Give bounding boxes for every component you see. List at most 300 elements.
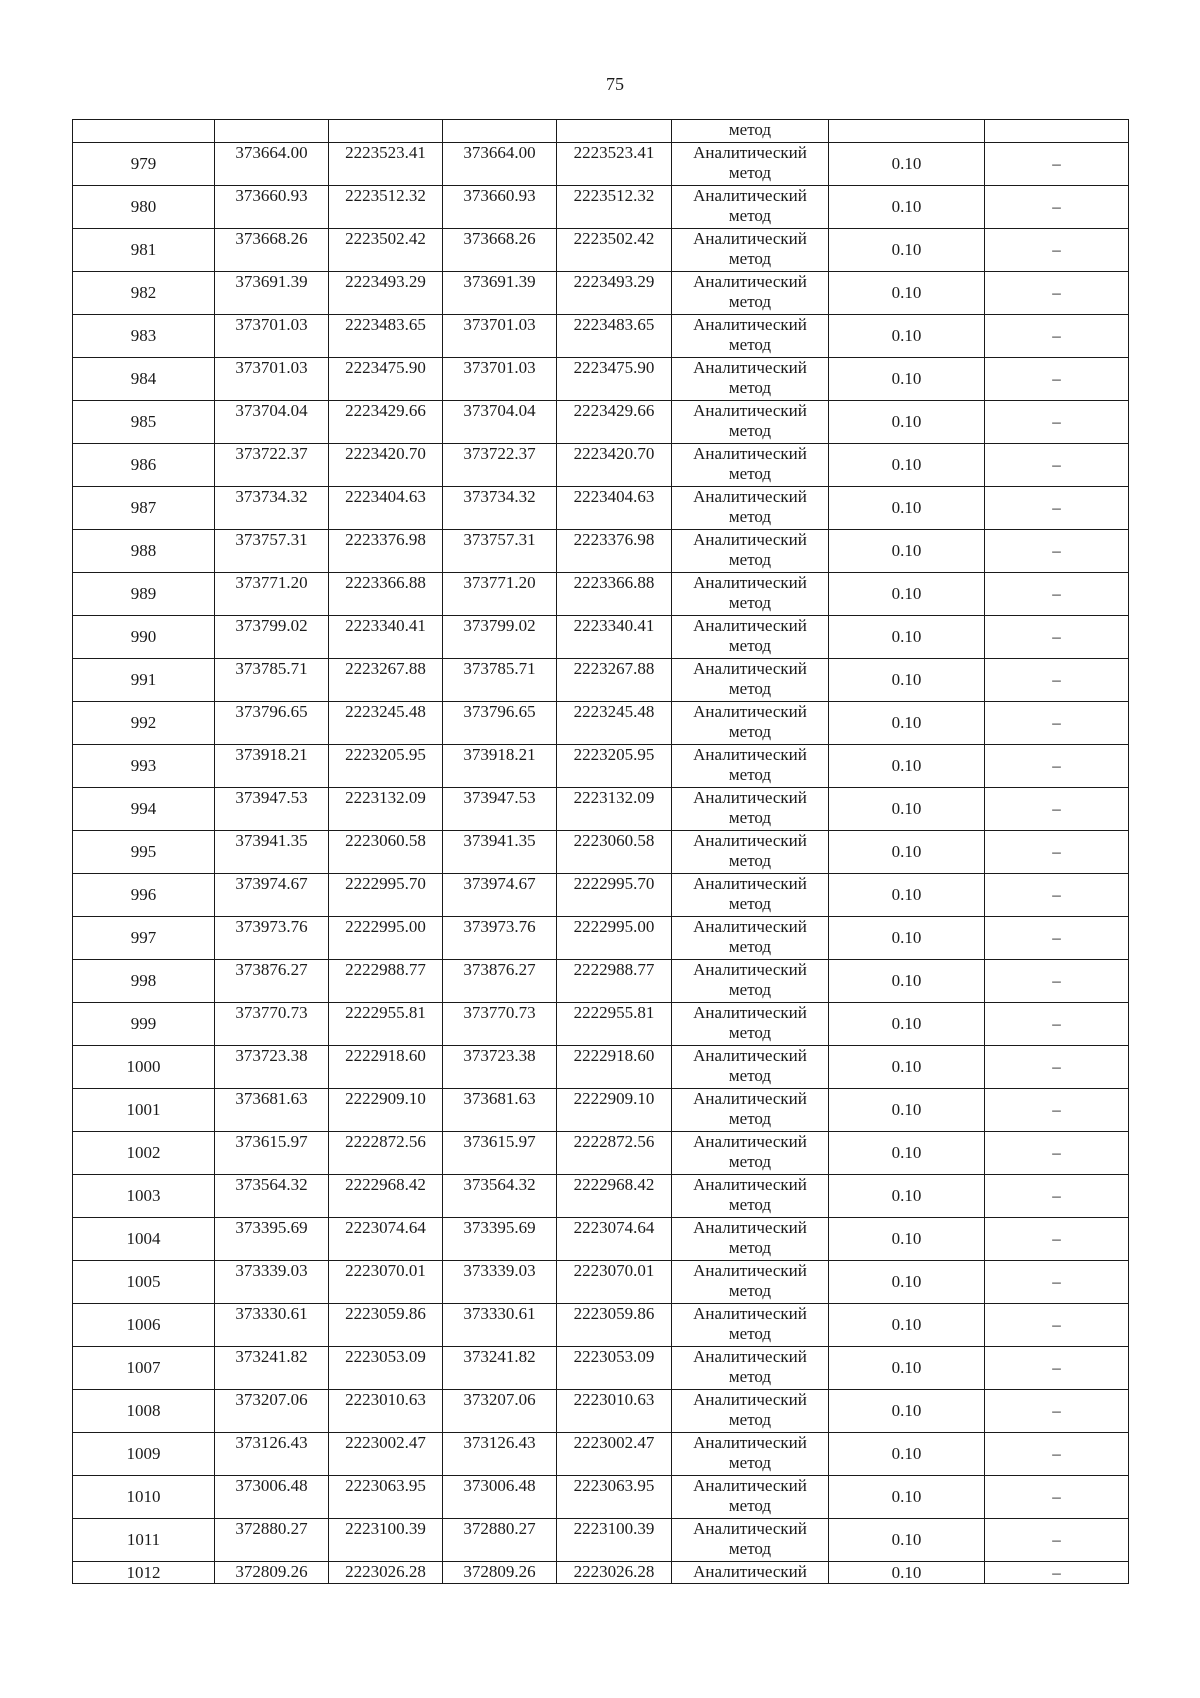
method-line: Аналитический	[693, 1175, 807, 1194]
cell-empty	[829, 120, 985, 143]
page-number: 75	[606, 74, 624, 94]
cell-y-coordinate: 2223245.48	[557, 702, 672, 745]
cell-point-number: 991	[73, 659, 215, 702]
cell-note: –	[985, 1003, 1129, 1046]
cell-point-number: 1002	[73, 1132, 215, 1175]
cell-accuracy: 0.10	[829, 616, 985, 659]
cell-method	[672, 1132, 829, 1175]
table-row	[73, 530, 1129, 573]
table-row	[73, 1175, 1129, 1218]
method-line: метод	[728, 1195, 772, 1214]
cell-method	[672, 1347, 829, 1390]
cell-x-coordinate: 373723.38	[443, 1046, 557, 1089]
cell-x-coordinate: 373668.26	[215, 229, 329, 272]
cell-note: –	[985, 573, 1129, 616]
cell-empty	[73, 120, 215, 143]
table-row	[73, 659, 1129, 702]
cell-note: –	[985, 487, 1129, 530]
cell-accuracy: 0.10	[829, 917, 985, 960]
cell-point-number: 1001	[73, 1089, 215, 1132]
cell-method	[672, 1218, 829, 1261]
cell-y-coordinate: 2223026.28	[329, 1562, 443, 1584]
cell-y-coordinate: 2223070.01	[329, 1261, 443, 1304]
cell-x-coordinate: 373701.03	[215, 358, 329, 401]
cell-y-coordinate: 2223366.88	[329, 573, 443, 616]
cell-x-coordinate: 373947.53	[443, 788, 557, 831]
cell-note: –	[985, 444, 1129, 487]
cell-empty	[215, 120, 329, 143]
cell-x-coordinate: 373701.03	[443, 358, 557, 401]
cell-method	[672, 1476, 829, 1519]
cell-note: –	[985, 874, 1129, 917]
cell-y-coordinate: 2223475.90	[329, 358, 443, 401]
cell-y-coordinate: 2223429.66	[329, 401, 443, 444]
cell-point-number: 1005	[73, 1261, 215, 1304]
coordinates-table	[72, 119, 1129, 1584]
cell-y-coordinate: 2223205.95	[329, 745, 443, 788]
cell-accuracy: 0.10	[829, 1261, 985, 1304]
cell-method	[672, 788, 829, 831]
cell-note: –	[985, 229, 1129, 272]
cell-note: –	[985, 315, 1129, 358]
cell-note: –	[985, 960, 1129, 1003]
method-line: метод	[728, 1367, 772, 1386]
table-row	[73, 358, 1129, 401]
table-row	[73, 272, 1129, 315]
cell-x-coordinate: 373339.03	[215, 1261, 329, 1304]
cell-accuracy: 0.10	[829, 315, 985, 358]
cell-method	[672, 186, 829, 229]
cell-x-coordinate: 372880.27	[443, 1519, 557, 1562]
cell-accuracy: 0.10	[829, 1519, 985, 1562]
method-line: Аналитический	[693, 831, 807, 850]
cell-x-coordinate: 373681.63	[443, 1089, 557, 1132]
cell-note: –	[985, 1089, 1129, 1132]
cell-method	[672, 358, 829, 401]
cell-y-coordinate: 2223483.65	[329, 315, 443, 358]
cell-method	[672, 874, 829, 917]
method-line: метод	[728, 1109, 772, 1128]
method-line: Аналитический	[693, 874, 807, 893]
cell-method	[672, 229, 829, 272]
cell-y-coordinate: 2223420.70	[557, 444, 672, 487]
cell-method: Аналитический	[672, 1562, 829, 1584]
cell-x-coordinate: 373771.20	[215, 573, 329, 616]
cell-accuracy: 0.10	[829, 702, 985, 745]
method-line: метод	[728, 636, 772, 655]
cell-method	[672, 1046, 829, 1089]
cell-x-coordinate: 373126.43	[443, 1433, 557, 1476]
cell-method	[672, 1390, 829, 1433]
method-line: метод	[728, 507, 772, 526]
method-line: Аналитический	[693, 1476, 807, 1495]
table-row	[73, 444, 1129, 487]
method-line: метод	[728, 1410, 772, 1429]
cell-x-coordinate: 373771.20	[443, 573, 557, 616]
method-line: Аналитический	[693, 186, 807, 205]
method-line: Аналитический	[693, 1304, 807, 1323]
cell-x-coordinate: 373006.48	[215, 1476, 329, 1519]
cell-note: –	[985, 788, 1129, 831]
cell-method	[672, 487, 829, 530]
cell-y-coordinate: 2223245.48	[329, 702, 443, 745]
method-line: Аналитический	[693, 487, 807, 506]
cell-y-coordinate: 2223267.88	[329, 659, 443, 702]
cell-note: –	[985, 831, 1129, 874]
cell-method	[672, 1433, 829, 1476]
table-row	[73, 702, 1129, 745]
cell-y-coordinate: 2223366.88	[557, 573, 672, 616]
table-row	[73, 186, 1129, 229]
cell-y-coordinate: 2223132.09	[329, 788, 443, 831]
cell-x-coordinate: 373241.82	[215, 1347, 329, 1390]
method-line: метод	[728, 894, 772, 913]
cell-accuracy: 0.10	[829, 573, 985, 616]
table-row	[73, 745, 1129, 788]
table-row	[73, 315, 1129, 358]
cell-method	[672, 616, 829, 659]
cell-note: –	[985, 530, 1129, 573]
cell-x-coordinate: 373973.76	[215, 917, 329, 960]
cell-accuracy: 0.10	[829, 229, 985, 272]
cell-method	[672, 1261, 829, 1304]
cell-x-coordinate: 372809.26	[443, 1562, 557, 1584]
method-line: метод	[728, 851, 772, 870]
cell-note: –	[985, 659, 1129, 702]
cell-x-coordinate: 373615.97	[443, 1132, 557, 1175]
method-line: Аналитический	[693, 1003, 807, 1022]
cell-point-number: 983	[73, 315, 215, 358]
cell-accuracy: 0.10	[829, 487, 985, 530]
cell-method	[672, 1003, 829, 1046]
cell-accuracy: 0.10	[829, 1476, 985, 1519]
cell-point-number: 996	[73, 874, 215, 917]
cell-x-coordinate: 373681.63	[215, 1089, 329, 1132]
cell-x-coordinate: 373701.03	[215, 315, 329, 358]
cell-x-coordinate: 373330.61	[215, 1304, 329, 1347]
cell-accuracy: 0.10	[829, 444, 985, 487]
cell-method	[672, 1519, 829, 1562]
cell-point-number: 1009	[73, 1433, 215, 1476]
cell-point-number: 1006	[73, 1304, 215, 1347]
method-line: метод	[728, 1453, 772, 1472]
method-line: Аналитический	[693, 788, 807, 807]
cell-point-number: 995	[73, 831, 215, 874]
table-row	[73, 616, 1129, 659]
cell-y-coordinate: 2223376.98	[557, 530, 672, 573]
cell-x-coordinate: 373757.31	[215, 530, 329, 573]
cell-note: –	[985, 1304, 1129, 1347]
cell-x-coordinate: 373615.97	[215, 1132, 329, 1175]
cell-accuracy: 0.10	[829, 788, 985, 831]
cell-y-coordinate: 2223512.32	[557, 186, 672, 229]
cell-y-coordinate: 2223059.86	[329, 1304, 443, 1347]
table-row	[73, 1261, 1129, 1304]
cell-point-number: 998	[73, 960, 215, 1003]
cell-y-coordinate: 2222909.10	[557, 1089, 672, 1132]
method-line: метод	[728, 1496, 772, 1515]
cell-point-number: 986	[73, 444, 215, 487]
method-line: метод	[728, 980, 772, 999]
method-line: Аналитический	[693, 1132, 807, 1151]
method-line: Аналитический	[693, 1519, 807, 1538]
cell-y-coordinate: 2223493.29	[329, 272, 443, 315]
cell-x-coordinate: 373723.38	[215, 1046, 329, 1089]
table-row	[73, 229, 1129, 272]
cell-method	[672, 1175, 829, 1218]
cell-y-coordinate: 2223205.95	[557, 745, 672, 788]
cell-y-coordinate: 2223404.63	[557, 487, 672, 530]
cell-accuracy: 0.10	[829, 1089, 985, 1132]
cell-x-coordinate: 373974.67	[215, 874, 329, 917]
cell-y-coordinate: 2222872.56	[329, 1132, 443, 1175]
cell-point-number: 988	[73, 530, 215, 573]
cell-x-coordinate: 373241.82	[443, 1347, 557, 1390]
cell-method-continued: метод	[672, 120, 829, 143]
cell-x-coordinate: 373734.32	[443, 487, 557, 530]
cell-note: –	[985, 272, 1129, 315]
table-row-continued	[73, 120, 1129, 143]
method-line: Аналитический	[693, 573, 807, 592]
cell-x-coordinate: 373668.26	[443, 229, 557, 272]
cell-note: –	[985, 1132, 1129, 1175]
cell-x-coordinate: 373704.04	[443, 401, 557, 444]
cell-note: –	[985, 186, 1129, 229]
cell-y-coordinate: 2223502.42	[557, 229, 672, 272]
table-row	[73, 1476, 1129, 1519]
cell-y-coordinate: 2223100.39	[329, 1519, 443, 1562]
table-row	[73, 960, 1129, 1003]
method-line: Аналитический	[693, 1433, 807, 1452]
method-line: метод	[728, 335, 772, 354]
cell-y-coordinate: 2223100.39	[557, 1519, 672, 1562]
cell-y-coordinate: 2222968.42	[557, 1175, 672, 1218]
cell-y-coordinate: 2222995.70	[557, 874, 672, 917]
cell-point-number: 993	[73, 745, 215, 788]
cell-y-coordinate: 2223420.70	[329, 444, 443, 487]
table-row	[73, 1304, 1129, 1347]
cell-method	[672, 1304, 829, 1347]
table-row	[73, 874, 1129, 917]
cell-note: –	[985, 358, 1129, 401]
cell-y-coordinate: 2223070.01	[557, 1261, 672, 1304]
table-row	[73, 1218, 1129, 1261]
cell-note: –	[985, 745, 1129, 788]
cell-point-number: 1011	[73, 1519, 215, 1562]
cell-note: –	[985, 1175, 1129, 1218]
cell-x-coordinate: 373799.02	[215, 616, 329, 659]
cell-accuracy: 0.10	[829, 745, 985, 788]
method-line: Аналитический	[693, 917, 807, 936]
cell-y-coordinate: 2222988.77	[329, 960, 443, 1003]
cell-point-number: 999	[73, 1003, 215, 1046]
method-line: метод	[728, 808, 772, 827]
cell-x-coordinate: 373974.67	[443, 874, 557, 917]
cell-x-coordinate: 373704.04	[215, 401, 329, 444]
cell-point-number: 1004	[73, 1218, 215, 1261]
table-body	[73, 120, 1129, 1584]
cell-x-coordinate: 373722.37	[215, 444, 329, 487]
method-line: Аналитический	[693, 960, 807, 979]
cell-x-coordinate: 373660.93	[215, 186, 329, 229]
cell-method	[672, 745, 829, 788]
cell-x-coordinate: 373941.35	[215, 831, 329, 874]
cell-empty	[443, 120, 557, 143]
cell-accuracy: 0.10	[829, 1046, 985, 1089]
method-line: метод	[728, 593, 772, 612]
cell-y-coordinate: 2223060.58	[557, 831, 672, 874]
cell-point-number: 987	[73, 487, 215, 530]
method-line: метод	[728, 292, 772, 311]
cell-accuracy: 0.10	[829, 186, 985, 229]
cell-method	[672, 1089, 829, 1132]
cell-y-coordinate: 2222995.00	[557, 917, 672, 960]
table-row	[73, 1519, 1129, 1562]
cell-y-coordinate: 2223340.41	[329, 616, 443, 659]
cell-y-coordinate: 2223010.63	[329, 1390, 443, 1433]
cell-note: –	[985, 1261, 1129, 1304]
method-line: метод	[728, 937, 772, 956]
cell-point-number: 1007	[73, 1347, 215, 1390]
method-line: метод	[728, 1281, 772, 1300]
cell-accuracy: 0.10	[829, 143, 985, 186]
cell-point-number: 1000	[73, 1046, 215, 1089]
method-line: Аналитический	[693, 272, 807, 291]
cell-point-number: 1008	[73, 1390, 215, 1433]
cell-x-coordinate: 373941.35	[443, 831, 557, 874]
cell-x-coordinate: 373395.69	[443, 1218, 557, 1261]
table-row	[73, 831, 1129, 874]
cell-y-coordinate: 2223063.95	[557, 1476, 672, 1519]
cell-x-coordinate: 373330.61	[443, 1304, 557, 1347]
cell-y-coordinate: 2222995.70	[329, 874, 443, 917]
cell-x-coordinate: 373734.32	[215, 487, 329, 530]
cell-y-coordinate: 2222955.81	[557, 1003, 672, 1046]
cell-accuracy: 0.10	[829, 1562, 985, 1584]
method-line: Аналитический	[693, 1390, 807, 1409]
cell-y-coordinate: 2223074.64	[329, 1218, 443, 1261]
method-line: Аналитический	[693, 358, 807, 377]
cell-x-coordinate: 373126.43	[215, 1433, 329, 1476]
cell-point-number: 984	[73, 358, 215, 401]
cell-point-number: 1012	[73, 1562, 215, 1584]
cell-x-coordinate: 373564.32	[443, 1175, 557, 1218]
method-line: Аналитический	[693, 1046, 807, 1065]
cell-y-coordinate: 2223010.63	[557, 1390, 672, 1433]
cell-x-coordinate: 372809.26	[215, 1562, 329, 1584]
cell-y-coordinate: 2223074.64	[557, 1218, 672, 1261]
method-line: метод	[728, 464, 772, 483]
cell-x-coordinate: 373785.71	[215, 659, 329, 702]
cell-x-coordinate: 373395.69	[215, 1218, 329, 1261]
table-row	[73, 573, 1129, 616]
cell-accuracy: 0.10	[829, 960, 985, 1003]
cell-x-coordinate: 373207.06	[443, 1390, 557, 1433]
cell-point-number: 1010	[73, 1476, 215, 1519]
cell-y-coordinate: 2223523.41	[329, 143, 443, 186]
cell-y-coordinate: 2223063.95	[329, 1476, 443, 1519]
table-row	[73, 1132, 1129, 1175]
cell-accuracy: 0.10	[829, 1175, 985, 1218]
cell-accuracy: 0.10	[829, 1390, 985, 1433]
cell-note: –	[985, 1218, 1129, 1261]
cell-y-coordinate: 2223483.65	[557, 315, 672, 358]
cell-accuracy: 0.10	[829, 659, 985, 702]
method-line: метод	[728, 765, 772, 784]
cell-x-coordinate: 373701.03	[443, 315, 557, 358]
table-row	[73, 917, 1129, 960]
method-line: метод	[728, 249, 772, 268]
cell-y-coordinate: 2222955.81	[329, 1003, 443, 1046]
table-row	[73, 401, 1129, 444]
cell-point-number: 1003	[73, 1175, 215, 1218]
cell-y-coordinate: 2222872.56	[557, 1132, 672, 1175]
cell-x-coordinate: 373006.48	[443, 1476, 557, 1519]
cell-point-number: 990	[73, 616, 215, 659]
method-line: метод	[728, 1066, 772, 1085]
table-row	[73, 1046, 1129, 1089]
cell-x-coordinate: 373876.27	[215, 960, 329, 1003]
cell-note: –	[985, 1046, 1129, 1089]
cell-y-coordinate: 2223060.58	[329, 831, 443, 874]
cell-y-coordinate: 2222988.77	[557, 960, 672, 1003]
cell-accuracy: 0.10	[829, 1003, 985, 1046]
cell-note: –	[985, 1390, 1129, 1433]
cell-point-number: 992	[73, 702, 215, 745]
method-line: Аналитический	[693, 745, 807, 764]
cell-note: –	[985, 401, 1129, 444]
method-line: Аналитический	[693, 616, 807, 635]
cell-y-coordinate: 2223002.47	[329, 1433, 443, 1476]
table-row	[73, 1003, 1129, 1046]
method-line: Аналитический	[693, 1089, 807, 1108]
cell-y-coordinate: 2223002.47	[557, 1433, 672, 1476]
cell-y-coordinate: 2223502.42	[329, 229, 443, 272]
method-line: метод	[728, 1324, 772, 1343]
cell-accuracy: 0.10	[829, 1218, 985, 1261]
cell-note: –	[985, 1433, 1129, 1476]
cell-accuracy: 0.10	[829, 1304, 985, 1347]
cell-method	[672, 960, 829, 1003]
cell-empty	[329, 120, 443, 143]
cell-point-number: 981	[73, 229, 215, 272]
cell-x-coordinate: 373564.32	[215, 1175, 329, 1218]
cell-method	[672, 659, 829, 702]
cell-accuracy: 0.10	[829, 1347, 985, 1390]
cell-x-coordinate: 373973.76	[443, 917, 557, 960]
cell-method	[672, 702, 829, 745]
cell-y-coordinate: 2222918.60	[329, 1046, 443, 1089]
method-line: метод	[728, 1539, 772, 1558]
cell-method	[672, 444, 829, 487]
cell-accuracy: 0.10	[829, 530, 985, 573]
method-line: метод	[728, 550, 772, 569]
cell-empty	[557, 120, 672, 143]
cell-x-coordinate: 373660.93	[443, 186, 557, 229]
cell-method	[672, 917, 829, 960]
cell-x-coordinate: 373770.73	[215, 1003, 329, 1046]
cell-method	[672, 272, 829, 315]
method-line: метод	[728, 1152, 772, 1171]
cell-note: –	[985, 1562, 1129, 1584]
method-line: метод	[728, 206, 772, 225]
cell-y-coordinate: 2223376.98	[329, 530, 443, 573]
table-row	[73, 487, 1129, 530]
cell-point-number: 979	[73, 143, 215, 186]
cell-note: –	[985, 1519, 1129, 1562]
cell-note: –	[985, 1347, 1129, 1390]
cell-accuracy: 0.10	[829, 831, 985, 874]
